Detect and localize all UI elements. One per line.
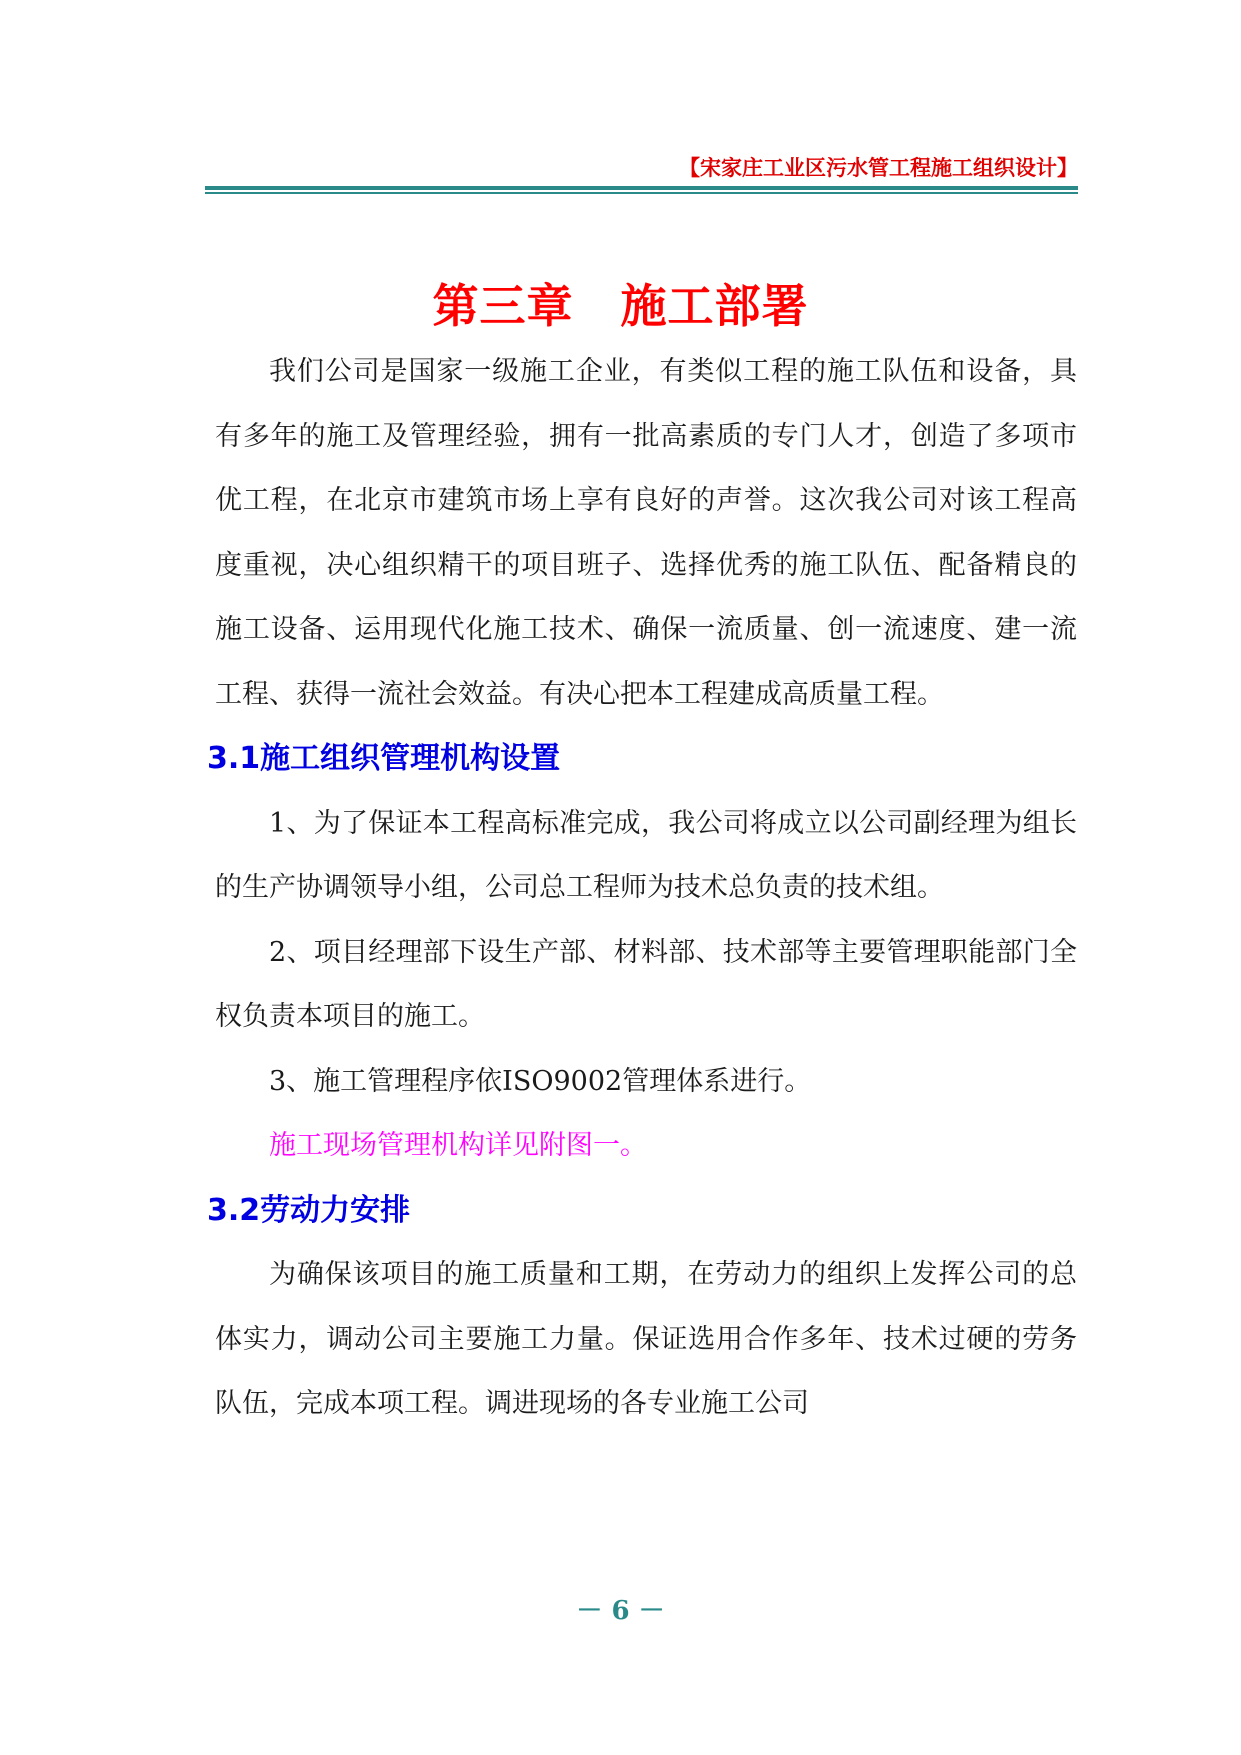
section-3-2-heading: 3.2劳动力安排 [207, 1192, 411, 1228]
section-3-1-note: 施工现场管理机构详见附图一。 [269, 1130, 647, 1161]
section-3-1-item-3: 3、施工管理程序依ISO9002管理体系进行。 [269, 1065, 812, 1097]
section-3-1-heading: 3.1施工组织管理机构设置 [207, 741, 561, 776]
chapter-title: 第三章 施工部署 [432, 279, 809, 333]
running-header-title: 【宋家庄工业区污水管工程施工组织设计】 [679, 156, 1078, 180]
section-3-2-paragraph: 为确保该项目的施工质量和工期，在劳动力的组织上发挥公司的总体实力，调动公司主要施工力量。保证选用合作多年、技术过硬的劳务队伍，完成本项工程。调进现场的各专业施工公司 [215, 1259, 1077, 1419]
header-divider [205, 186, 1078, 195]
page-number: － 6 － [576, 1596, 665, 1626]
section-3-1-item-2: 2、项目经理部下设生产部、材料部、技术部等主要管理职能部门全权负责本项目的施工。 [215, 936, 1077, 1032]
section-3-1-item-1: 1、为了保证本工程高标准完成，我公司将成立以公司副经理为组长的生产协调领导小组，公司总工程师为技术总负责的技术组。 [215, 807, 1077, 903]
header-divider-thick [205, 186, 1078, 190]
header-divider-thin [205, 192, 1078, 194]
intro-paragraph: 我们公司是国家一级施工企业，有类似工程的施工队伍和设备，具有多年的施工及管理经验，拥有一批高素质的专门人才，创造了多项市优工程，在北京市建筑市场上享有良好的声誉。这次我公司对该工程高度重视，决心组织精干的项目班子、选择优秀的施工队伍、配备精良的施工设备、运用现代化施工技术、确保一流质量、创一流速度、建一流工程、获得一流社会效益。有决心把本工程建成高质量工程。 [215, 356, 1077, 710]
body-content [207, 340, 1077, 1437]
